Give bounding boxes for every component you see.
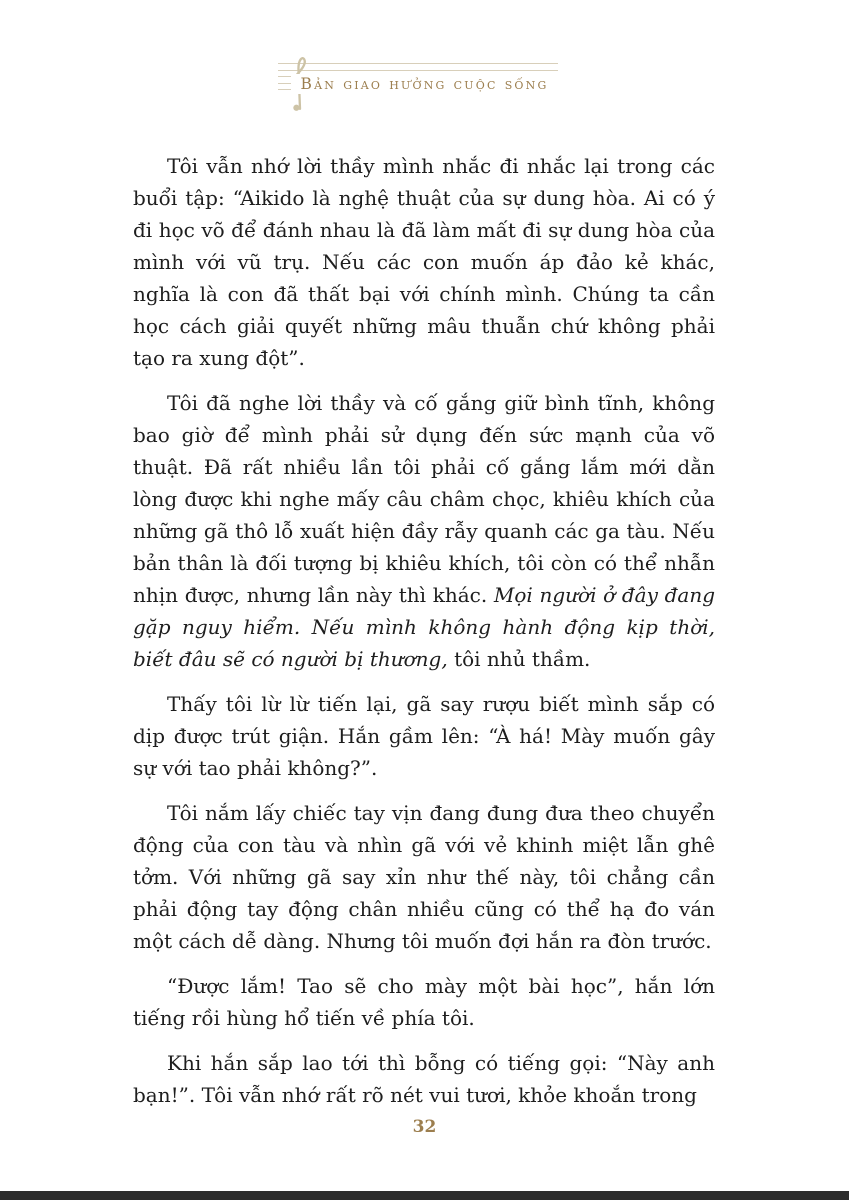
italic-run: Mọi người ở đây đang gặp nguy hiểm. Nếu mình không hành động kịp thời, biết đâu sẽ có người bị thương, [133, 583, 716, 671]
text-run: Tôi vẫn nhớ lời thầy mình nhắc đi nhắc lại trong các buổi tập: “Aikido là nghệ thuật của sự dung hòa. Ai có ý đi học võ để đánh nhau là đã làm mất đi sự dung hòa của mình với vũ trụ. Nếu các con muốn áp đảo kẻ khác, nghĩa là con đã thất bại với chính mình. Chúng ta cần học cách giải quyết những mâu thuẫn chứ không phải tạo ra xung đột”. [133, 154, 715, 370]
book-title: Bản giao hưởng cuộc sống [291, 74, 559, 94]
page-number: 32 [412, 1117, 437, 1137]
paragraph [133, 688, 715, 784]
paragraph [133, 970, 715, 1034]
paragraph [133, 150, 715, 374]
paragraph [133, 387, 715, 675]
text-run: Tôi đã nghe lời thầy và cố gắng giữ bình tĩnh, không bao giờ để mình phải sử dụng đến sức mạnh của võ thuật. Đã rất nhiều lần tôi phải cố gắng lắm mới dằn lòng được khi nghe mấy câu châm chọc, khiêu khích của những gã thô lỗ xuất hiện đầy rẫy quanh các ga tàu. Nếu bản thân là đối tượng bị khiêu khích, tôi còn có thể nhẫn nhịn được, nhưng lần này thì khác. [133, 391, 715, 607]
text-run: Thấy tôi lừ lừ tiến lại, gã say rượu biết mình sắp có dịp được trút giận. Hắn gầm lên: “À há! Mày muốn gây sự với tao phải không?”. [133, 692, 715, 780]
paragraph [133, 1047, 715, 1111]
text-run: “Được lắm! Tao sẽ cho mày một bài học”, hắn lớn tiếng rồi hùng hổ tiến về phía tôi. [133, 974, 715, 1030]
bottom-bar [0, 1191, 849, 1200]
chapter-header [0, 0, 849, 140]
text-run: Tôi nắm lấy chiếc tay vịn đang đung đưa theo chuyển động của con tàu và nhìn gã với vẻ khinh miệt lẫn ghê tởm. Với những gã say xỉn như thế này, tôi chẳng cần phải động tay động chân nhiều cũng có thể hạ đo ván một cách dễ dàng. Nhưng tôi muốn đợi hắn ra đòn trước. [133, 801, 715, 953]
body-text [133, 150, 715, 1124]
paragraph [133, 797, 715, 957]
text-run: Khi hắn sắp lao tới thì bỗng có tiếng gọi: “Này anh bạn!”. Tôi vẫn nhớ rất rõ nét vui tươi, khỏe khoắn trong [133, 1051, 715, 1107]
text-run: tôi nhủ thầm. [447, 647, 591, 671]
running-head [0, 74, 849, 94]
